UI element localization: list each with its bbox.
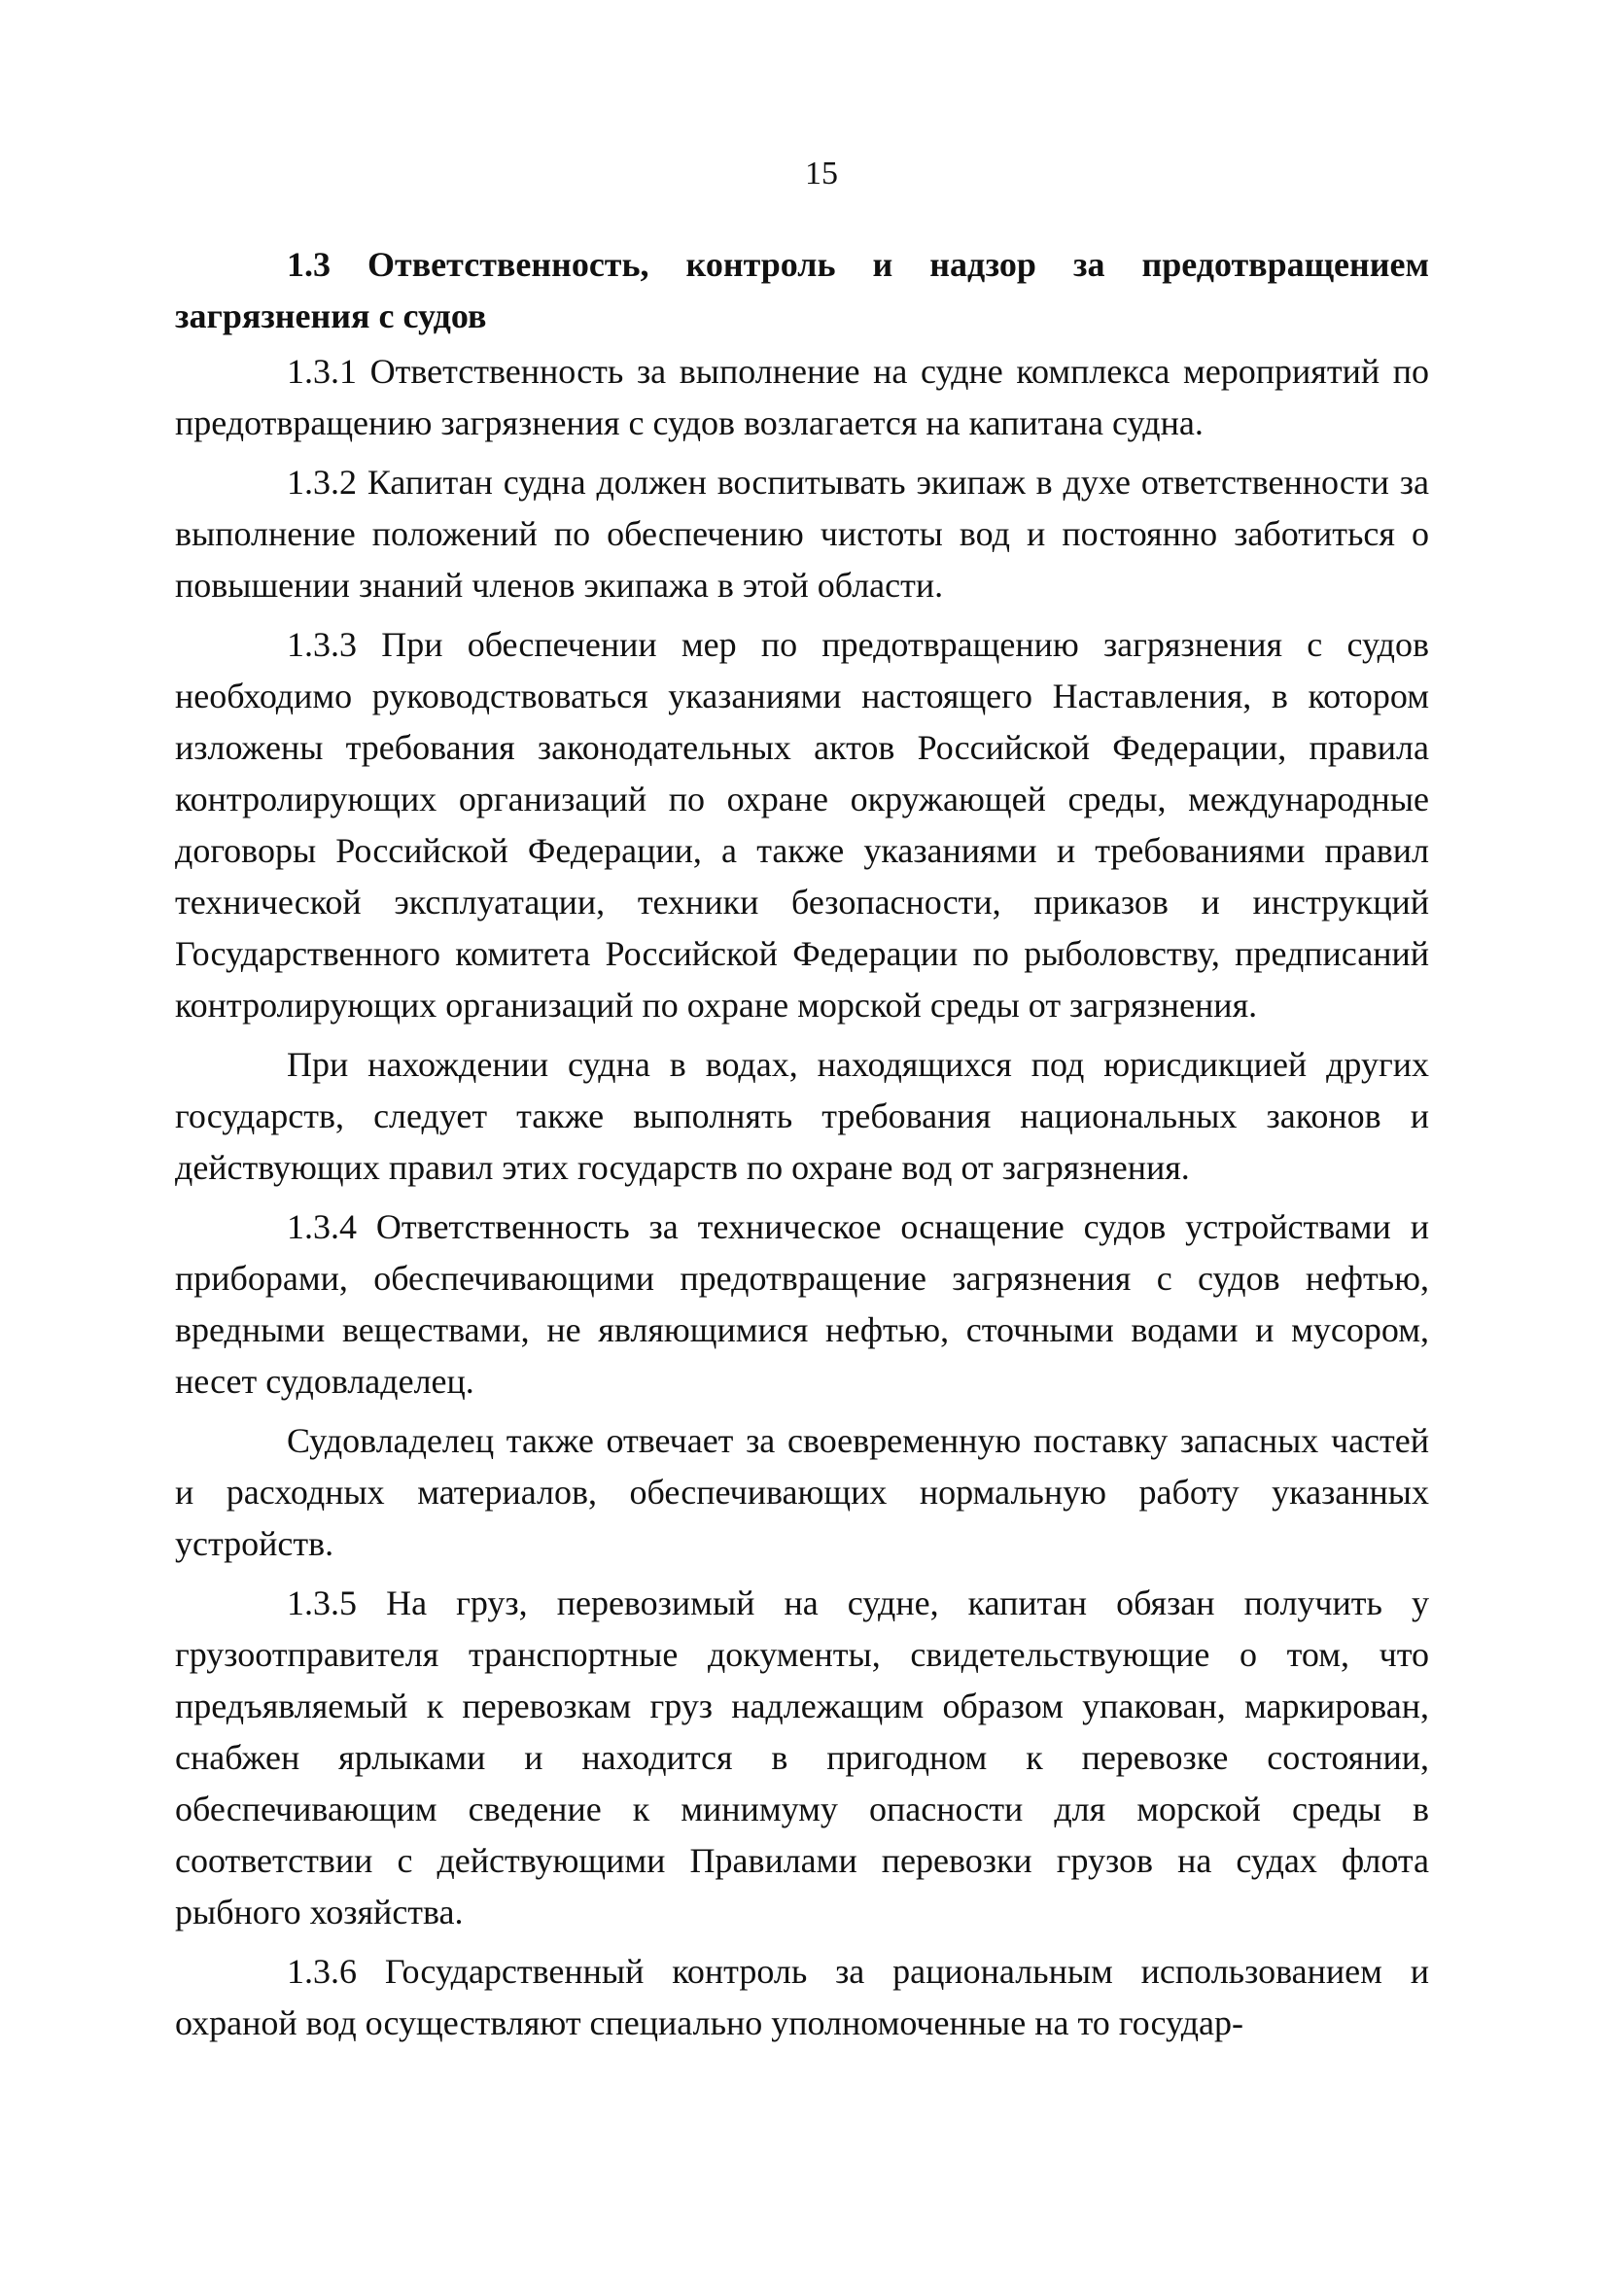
paragraph-1-3-5: 1.3.5 На груз, перевозимый на судне, капитан обязан получить у грузоотправителя транспортные документы, свидетельствующие о том, что предъявляемый к перевозкам груз надлежащим образом упакован, маркирован, снабжен ярлыками и находится в пригодном к перевозке состоянии, обеспечивающим сведение к минимуму опасности для морской среды в соответствии с действующими Правилами перевозки грузов на судах флота рыбного хозяйства. xyxy=(175,1583,1429,1931)
paragraph-1-3-4: 1.3.4 Ответственность за техническое оснащение судов устройствами и приборами, обеспечивающими предотвращение загрязнения с судов нефтью, вредными веществами, не являющимися нефтью, сточными водами и мусором, несет судовладелец. xyxy=(175,1207,1429,1401)
paragraph-1-3-3: 1.3.3 При обеспечении мер по предотвращению загрязнения с судов необходимо руководствоваться указаниями настоящего Наставления, в котором изложены требования законодательных актов Российской Федерации, правила контролирующих организаций по охране окружающей среды, международные договоры Российской Федерации, а также указаниями и требованиями правил технической эксплуатации, техники безопасности, приказов и инструкций Государственного комитета Российской Федерации по рыболовству, предписаний контролирующих организаций по охране морской среды от загрязнения. xyxy=(175,625,1429,1025)
paragraph-foreign-waters: При нахождении судна в водах, находящихся под юрисдикцией других государств, следует также выполнять требования национальных законов и действующих правил этих государств по охране вод от загрязнения. xyxy=(175,1045,1429,1187)
paragraph-1-3-1: 1.3.1 Ответственность за выполнение на судне комплекса мероприятий по предотвращению загрязнения с судов возлагается на капитана судна. xyxy=(175,352,1429,442)
paragraph-shipowner-supply: Судовладелец также отвечает за своевременную поставку запасных частей и расходных материалов, обеспечивающих нормальную работу указанных устройств. xyxy=(175,1421,1429,1563)
document-page xyxy=(175,156,1429,2057)
page-number: 15 xyxy=(805,156,838,191)
section-heading: 1.3 Ответственность, контроль и надзор за предотвращением загрязнения с судов xyxy=(175,245,1429,335)
paragraph-1-3-6: 1.3.6 Государственный контроль за рациональным использованием и охраной вод осуществляют специально уполномоченные на то государ- xyxy=(175,1952,1429,2042)
paragraph-1-3-2: 1.3.2 Капитан судна должен воспитывать экипаж в духе ответственности за выполнение положений по обеспечению чистоты вод и постоянно заботиться о повышении знаний членов экипажа в этой области. xyxy=(175,463,1429,605)
